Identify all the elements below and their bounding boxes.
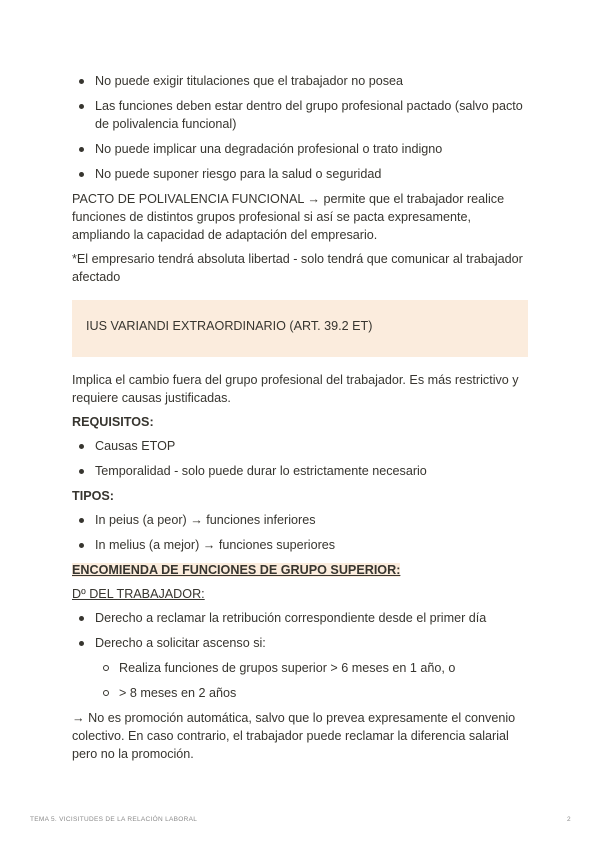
- encomienda-heading-line: [72, 561, 528, 579]
- empresario-note: *El empresario tendrá absoluta libertad - solo tendrá que comunicar al trabajador afectado: [72, 252, 523, 284]
- list-item: [72, 634, 528, 702]
- requisitos-label: REQUISITOS:: [72, 415, 154, 429]
- callout-title: IUS VARIANDI EXTRAORDINARIO (ART. 39.2 ET): [86, 319, 373, 333]
- derechos-list: [72, 609, 528, 702]
- list-item: Causas ETOP: [72, 437, 528, 455]
- footer-page-number: 2: [567, 816, 571, 823]
- ascenso-sublist: [95, 659, 528, 702]
- document-body: [72, 72, 528, 769]
- implica-paragraph: Implica el cambio fuera del grupo profesional del trabajador. Es más restrictivo y requiere causas justificadas.: [72, 373, 519, 405]
- list-item: In peius (a peor) → funciones inferiores: [72, 511, 528, 529]
- list-item: Las funciones deben estar dentro del grupo profesional pactado (salvo pacto de polivalencia funcional): [72, 97, 528, 133]
- callout-box: [72, 300, 528, 357]
- list-item: No puede exigir titulaciones que el trabajador no posea: [72, 72, 528, 90]
- list-item: Derecho a reclamar la retribución correspondiente desde el primer día: [72, 609, 528, 627]
- sub-list-item: > 8 meses en 2 años: [95, 684, 528, 702]
- pacto-paragraph: PACTO DE POLIVALENCIA FUNCIONAL → permite que el trabajador realice funciones de distintos grupos profesional si así se pacta expresamente, ampliando la capacidad de adaptación del empresario.: [72, 192, 505, 242]
- list-item: No puede implicar una degradación profesional o trato indigno: [72, 140, 528, 158]
- requisitos-list: [72, 437, 528, 480]
- list-item: No puede suponer riesgo para la salud o seguridad: [72, 165, 528, 183]
- restrictions-list: [72, 72, 528, 183]
- list-item: Temporalidad - solo puede durar lo estrictamente necesario: [72, 462, 528, 480]
- footer-title: TEMA 5. VICISITUDES DE LA RELACIÓN LABORAL: [30, 816, 198, 823]
- tipos-list: [72, 511, 528, 554]
- list-item-text: Derecho a solicitar ascenso si:: [95, 636, 266, 650]
- sub-list-item: Realiza funciones de grupos superior > 6 meses en 1 año, o: [95, 659, 528, 677]
- encomienda-heading: ENCOMIENDA DE FUNCIONES DE GRUPO SUPERIOR:: [72, 563, 401, 577]
- tipos-label: TIPOS:: [72, 489, 114, 503]
- derecho-heading: Dº DEL TRABAJADOR:: [72, 587, 205, 601]
- list-item: In melius (a mejor) → funciones superiores: [72, 536, 528, 554]
- promocion-paragraph: → No es promoción automática, salvo que lo prevea expresamente el convenio colectivo. En caso contrario, el trabajador puede reclamar la diferencia salarial pero no la promoción.: [72, 711, 516, 761]
